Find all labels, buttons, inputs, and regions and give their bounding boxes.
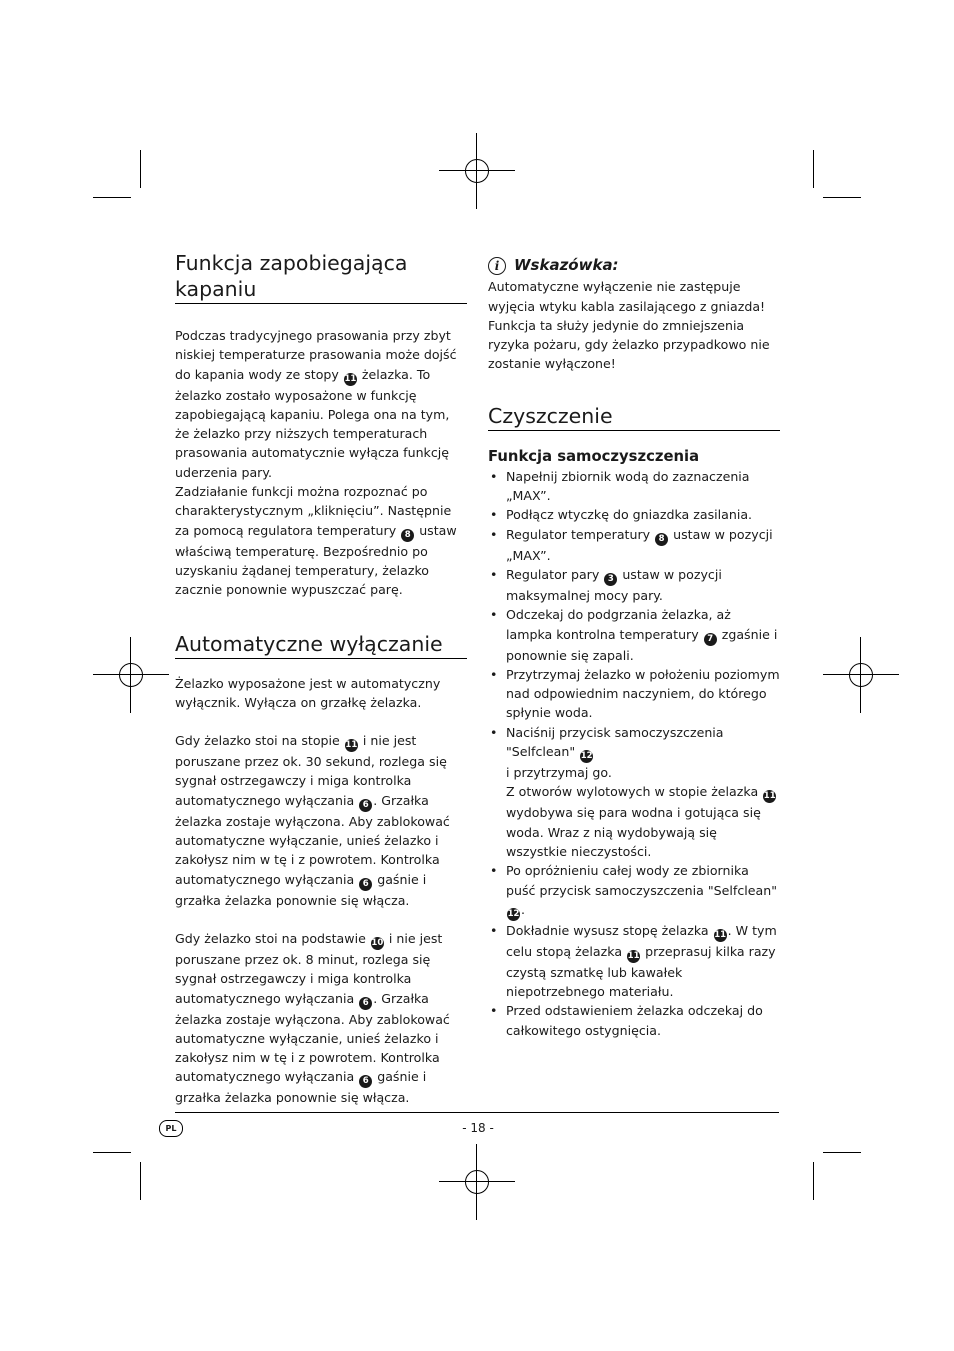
section-title-anti-drip: Funkcja zapobiegająca kapaniu	[175, 250, 467, 304]
list-item: • Odczekaj do podgrzania żelazka, aż lampka kontrolna temperatury 7 zgaśnie i ponownie się zapali.	[488, 605, 780, 665]
part-number-badge: 6	[359, 799, 372, 812]
section-title-cleaning: Czyszczenie	[488, 403, 780, 431]
anti-drip-paragraph-1: Podczas tradycyjnego prasowania przy zbyt niskiej temperaturze prasowania może dojść do kapania wody ze stopy 11 żelazka. To żelazko zostało wyposażone w funkcję zapobiegającą kapaniu. Polega ona na tym, że żelazko przy niższych temperaturach prasowania automatycznie wyłącza funkcję uderzenia pary.	[175, 328, 457, 480]
registration-mark	[823, 637, 899, 713]
list-item: • Regulator pary 3 ustaw w pozycji maksymalnej mocy pary.	[488, 565, 780, 605]
part-number-badge: 8	[401, 529, 414, 542]
part-number-badge: 8	[655, 533, 668, 546]
list-item: • Regulator temperatury 8 ustaw w pozycji „MAX”.	[488, 525, 780, 565]
crop-mark	[93, 1152, 131, 1153]
registration-mark	[439, 133, 515, 209]
anti-drip-paragraph-2: Zadziałanie funkcji można rozpoznać po charakterystycznym „kliknięciu”. Następnie za pomocą regulatora temperatury 8 ustaw właściwą temperaturę. Bezpośrednio po uzyskaniu żądanej temperatury, żelazko zacznie ponownie wypuszczać parę.	[175, 484, 457, 598]
part-number-badge: 11	[763, 791, 776, 802]
subsection-title-self-clean: Funkcja samoczyszczenia	[488, 447, 700, 465]
crop-mark	[140, 150, 141, 188]
list-item: • Po opróżnieniu całej wody ze zbiornika puść przycisk samoczyszczenia "Selfclean" 12 .	[488, 861, 780, 921]
part-number-badge: 11	[627, 950, 640, 961]
part-number-badge: 10	[371, 937, 384, 948]
crop-mark	[823, 1152, 861, 1153]
info-icon: i	[488, 257, 506, 275]
part-number-badge: 6	[359, 878, 372, 891]
list-item: • Napełnij zbiornik wodą do zaznaczenia „MAX”.	[488, 467, 780, 506]
part-number-badge: 7	[704, 633, 717, 646]
auto-off-paragraph-1: Żelazko wyposażone jest w automatyczny wyłącznik. Wyłącza on grzałkę żelazka.	[175, 675, 441, 710]
auto-off-paragraph-2: Gdy żelazko stoi na stopie 11 i nie jest poruszane przez ok. 30 sekund, rozlega się sygnał ostrzegawczy i miga kontrolka automatycznego wyłączania 6 . Grzałka żelazka zostaje wyłączona. Aby zablokować automatyczne wyłączanie, unieś żelazko i zakołysz nim w tę i z powrotem. Kontrolka automatycznego wyłączania 6 gaśnie i grzałka żelazka ponownie się włącza.	[175, 733, 450, 908]
self-clean-steps	[488, 467, 780, 1040]
crop-mark	[813, 1162, 814, 1200]
page-number: - 18 -	[462, 1121, 494, 1135]
tip-text: Automatyczne wyłączenie nie zastępuje wyjęcia wtyku kabla zasilającego z gniazda! Funkcja ta służy jedynie do zmniejszenia ryzyka pożaru, gdy żelazko przypadkowo nie zostanie wyłączone!	[488, 279, 770, 372]
auto-off-paragraph-3: Gdy żelazko stoi na podstawie 10 i nie jest poruszane przez ok. 8 minut, rozlega się sygnał ostrzegawczy i miga kontrolka automatycznego wyłączania 6 . Grzałka żelazka zostaje wyłączona. Aby zablokować automatyczne wyłączanie, unieś żelazko i zakołysz nim w tę i z powrotem. Kontrolka automatycznego wyłączania 6 gaśnie i grzałka żelazka ponownie się włącza.	[175, 930, 450, 1106]
part-number-badge: 6	[359, 997, 372, 1010]
tip-title: Wskazówka:	[514, 256, 619, 274]
list-item: • Naciśnij przycisk samoczyszczenia "Selfclean" 12 i przytrzymaj go. Z otworów wylotowych w stopie żelazka 11 wydobywa się para wodna i gotująca się woda. Wraz z nią wydobywają się wszystkie nieczystości.	[488, 723, 780, 861]
language-badge: PL	[159, 1120, 183, 1137]
part-number-badge: 12	[580, 751, 593, 762]
list-item: • Przytrzymaj żelazko w położeniu poziomym nad odpowiednim naczyniem, do którego spłynie woda.	[488, 665, 780, 723]
tip-header	[488, 256, 780, 275]
list-item: • Dokładnie wysusz stopę żelazka 11 . W tym celu stopą żelazka 11 przeprasuj kilka razy czystą szmatkę lub kawałek niepotrzebnego materiału.	[488, 921, 780, 1002]
part-number-badge: 3	[604, 573, 617, 586]
part-number-badge: 11	[345, 740, 358, 751]
part-number-badge: 12	[507, 908, 520, 919]
registration-mark	[439, 1144, 515, 1220]
list-item: • Przed odstawieniem żelazka odczekaj do całkowitego ostygnięcia.	[488, 1001, 780, 1040]
section-title-auto-off: Automatyczne wyłączanie	[175, 631, 467, 659]
crop-mark	[823, 197, 861, 198]
left-column	[175, 250, 467, 1108]
part-number-badge: 11	[344, 373, 357, 384]
crop-mark	[813, 150, 814, 188]
footer-rule	[175, 1112, 779, 1113]
registration-mark	[93, 637, 169, 713]
right-column	[488, 256, 780, 1040]
crop-mark	[93, 197, 131, 198]
crop-mark	[140, 1162, 141, 1200]
part-number-badge: 6	[359, 1075, 372, 1088]
list-item: • Podłącz wtyczkę do gniazdka zasilania.	[488, 505, 780, 524]
part-number-badge: 11	[714, 929, 727, 940]
